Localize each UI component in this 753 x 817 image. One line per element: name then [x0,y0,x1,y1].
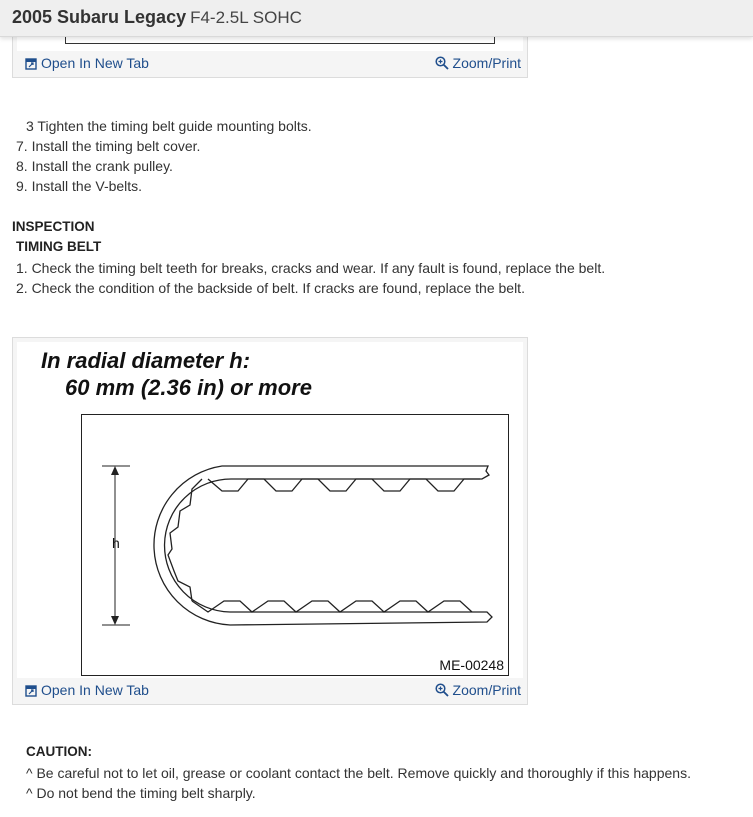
inspection-heading: INSPECTION [12,219,95,234]
open-in-new-tab-label: Open In New Tab [41,682,149,698]
step-7: 7. Install the timing belt cover. [16,138,201,154]
figure-2-toolbar [13,676,527,704]
page-title [12,7,302,28]
dimension-label-h: h [112,535,120,551]
inspection-item-1: 1. Check the timing belt teeth for breaks, cracks and wear. If any fault is found, replace the belt. [16,260,606,276]
zoom-print-label: Zoom/Print [452,682,521,698]
timing-belt-svg [82,415,508,675]
new-tab-icon [25,685,37,697]
figure-2-container [12,337,528,705]
image-code: ME-00248 [439,657,504,673]
step-8: 8. Install the crank pulley. [16,158,173,174]
zoom-print-label: Zoom/Print [452,55,521,71]
timing-belt-subheading: TIMING BELT [16,239,102,254]
vehicle-title: 2005 Subaru Legacy [12,7,187,27]
zoom-print-link-2[interactable] [435,682,521,698]
figure-caption-line-2: 60 mm (2.36 in) or more [65,375,312,400]
figure-2-image[interactable] [17,342,523,678]
figure-1-toolbar [13,49,527,77]
engine-subtitle: F4-2.5L SOHC [190,8,302,27]
zoom-icon [435,56,449,70]
zoom-icon [435,683,449,697]
caution-title: CAUTION: [26,744,92,759]
new-tab-icon [25,58,37,70]
open-in-new-tab-label: Open In New Tab [41,55,149,71]
step-3: 3 Tighten the timing belt guide mounting bolts. [26,118,312,134]
page-header [0,0,753,37]
timing-belt-drawing [81,414,509,676]
caution-item-1: ^ Be careful not to let oil, grease or coolant contact the belt. Remove quickly and thoroughly if this happens. [26,765,691,781]
zoom-print-link[interactable] [435,55,521,71]
inspection-item-2: 2. Check the condition of the backside of belt. If cracks are found, replace the belt. [16,280,525,296]
open-in-new-tab-link[interactable] [25,55,149,71]
open-in-new-tab-link-2[interactable] [25,682,149,698]
figure-caption-line-1: In radial diameter h: [41,348,251,373]
caution-item-2: ^ Do not bend the timing belt sharply. [26,785,256,801]
step-9: 9. Install the V-belts. [16,178,143,194]
